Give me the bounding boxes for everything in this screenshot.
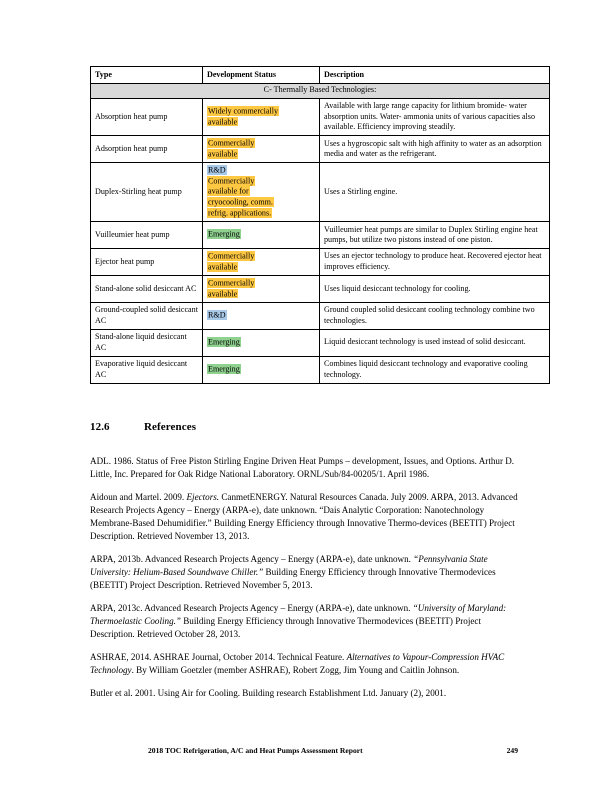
cell-development-status [203, 98, 320, 136]
reference-text: ARPA, 2013b. Advanced Research Projects Agency – Energy (ARPA-e), date unknown. [90, 554, 414, 565]
cell-description: Uses a hygroscopic salt with high affinity to water as an adsorption media and water as the refrigerant. [320, 136, 550, 163]
cell-development-status [203, 136, 320, 163]
status-highlight-mark: Commercially [208, 138, 255, 148]
table-row [91, 98, 550, 136]
reference-entry [90, 455, 524, 481]
reference-title-italic: Alternatives to Vapour-Compression HVAC Technology [90, 652, 505, 676]
cell-technology-type: Stand-alone liquid desiccant AC [91, 329, 203, 356]
reference-title-italic: Ejectors. [186, 491, 220, 502]
reference-text: Building Energy Efficiency through Innovative Thermodevices (BEETIT) Project Description. Retrieved October 28, 2013. [90, 616, 481, 640]
cell-technology-type: Duplex-Stirling heat pump [91, 163, 203, 222]
table-row [91, 276, 550, 303]
page-footer [90, 746, 524, 755]
column-header-type: Type [91, 67, 203, 84]
status-highlight-mark: refrig. applications. [208, 208, 272, 218]
table-row [91, 329, 550, 356]
status-highlight-mark: cryocooling, comm. [208, 197, 273, 207]
status-highlight-mark: R&D [208, 310, 226, 320]
reference-entry [90, 651, 524, 677]
status-highlight-mark: Emerging [208, 364, 240, 374]
reference-text: Aidoun and Martel. 2009. [90, 491, 187, 502]
table-header-row [91, 67, 550, 84]
status-highlight-mark: available for [208, 186, 249, 196]
reference-text: Building Energy Efficiency through Innovative Thermodevices (BEETIT) Project Description. Retrieved November 5, 2013. [90, 567, 496, 591]
reference-text: Butler et al. 2001. Using Air for Cooling. Building research Establishment Ltd. January (2), 2001. [90, 687, 447, 698]
table-head [91, 67, 550, 84]
reference-text: . By William Goetzler (member ASHRAE), Robert Zogg, Jim Young and Caitlin Johnson. [131, 665, 460, 676]
table-section-header-label: C- Thermally Based Technologies: [91, 83, 550, 98]
footer-page-number: 249 [506, 746, 518, 755]
reference-text: ASHRAE, 2014. ASHRAE Journal, October 2014. Technical Feature. [90, 652, 347, 663]
table-row [91, 356, 550, 383]
cell-description: Uses a Stirling engine. [320, 163, 550, 222]
cell-technology-type: Evaporative liquid desiccant AC [91, 356, 203, 383]
column-header-development-status: Development Status [203, 67, 320, 84]
table-row [91, 222, 550, 249]
references-list [90, 455, 524, 700]
cell-description: Liquid desiccant technology is used instead of solid desiccant. [320, 329, 550, 356]
status-highlight-mark: Commercially [208, 278, 255, 288]
technology-status-table [90, 66, 550, 384]
reference-title-italic: “University of Maryland: Thermoelastic Cooling.” [90, 603, 507, 627]
status-highlight-mark: Emerging [208, 229, 240, 239]
reference-text: CanmetENERGY. Natural Resources Canada. July 2009. ARPA, 2013. Advanced Research Projects Agency – Energy (ARPA-e), date unknown. “Dais Analytic Corporation: Nanotechnology Membrane-Based Dehumidifier.” Building Energy Efficiency through Innovative Thermo-devices (BEETIT) Project Description. Retrieved November 13, 2013. [90, 491, 518, 542]
status-highlight-mark: Widely commercially [208, 106, 279, 116]
reference-entry [90, 553, 524, 593]
cell-description: Ground coupled solid desiccant cooling technology combine two technologies. [320, 302, 550, 329]
cell-description: Uses liquid desiccant technology for cooling. [320, 276, 550, 303]
cell-technology-type: Ejector heat pump [91, 249, 203, 276]
reference-title-italic: “Pennsylvania State University: Helium-Based Soundwave Chiller.” [90, 554, 488, 578]
cell-development-status [203, 329, 320, 356]
footer-title: 2018 TOC Refrigeration, A/C and Heat Pumps Assessment Report [148, 746, 363, 755]
cell-description: Available with large range capacity for lithium bromide- water absorption units. Water- ammonia units of various capacities also available. Efficiency improving steadily. [320, 98, 550, 136]
status-highlight-mark: Emerging [208, 337, 240, 347]
reference-text: ARPA, 2013c. Advanced Research Projects Agency – Energy (ARPA-e), date unknown. [90, 603, 413, 614]
reference-text: ADL. 1986. Status of Free Piston Stirling Engine Driven Heat Pumps – development, Issues, and Options. Arthur D. Little, Inc. Prepared for Oak Ridge National Laboratory. ORNL/Sub/84-00205/1. April 1986. [90, 456, 515, 480]
status-highlight-mark: available [208, 262, 238, 272]
cell-technology-type: Ground-coupled solid desiccant AC [91, 302, 203, 329]
status-highlight-mark: available [208, 289, 238, 298]
status-highlight-mark: available [208, 149, 238, 159]
table-row [91, 136, 550, 163]
cell-description: Combines liquid desiccant technology and evaporative cooling technology. [320, 356, 550, 383]
cell-technology-type: Absorption heat pump [91, 98, 203, 136]
cell-development-status [203, 249, 320, 276]
cell-development-status [203, 163, 320, 222]
column-header-description: Description [320, 67, 550, 84]
status-highlight-mark: available [208, 117, 238, 126]
cell-technology-type: Stand-alone solid desiccant AC [91, 276, 203, 303]
status-highlight-mark: Commercially [208, 251, 255, 261]
cell-technology-type: Vuilleumier heat pump [91, 222, 203, 249]
table-row [91, 302, 550, 329]
section-title: References [144, 421, 197, 433]
table-body [91, 83, 550, 383]
table-row [91, 163, 550, 222]
reference-entry [90, 602, 524, 642]
status-highlight-mark: R&D [208, 165, 226, 175]
cell-development-status [203, 356, 320, 383]
cell-technology-type: Adsorption heat pump [91, 136, 203, 163]
cell-development-status [203, 222, 320, 249]
cell-development-status [203, 276, 320, 303]
reference-entry [90, 491, 524, 544]
status-highlight-mark: Commercially [208, 176, 255, 186]
section-number: 12.6 [90, 421, 110, 433]
cell-development-status [203, 302, 320, 329]
table-section-header-row [91, 83, 550, 98]
reference-entry [90, 687, 524, 700]
table-row [91, 249, 550, 276]
cell-description: Uses an ejector technology to produce heat. Recovered ejector heat improves efficiency. [320, 249, 550, 276]
section-heading [90, 421, 522, 433]
cell-description: Vuilleumier heat pumps are similar to Duplex Stirling engine heat pumps, but utilize two pistons instead of one piston. [320, 222, 550, 249]
